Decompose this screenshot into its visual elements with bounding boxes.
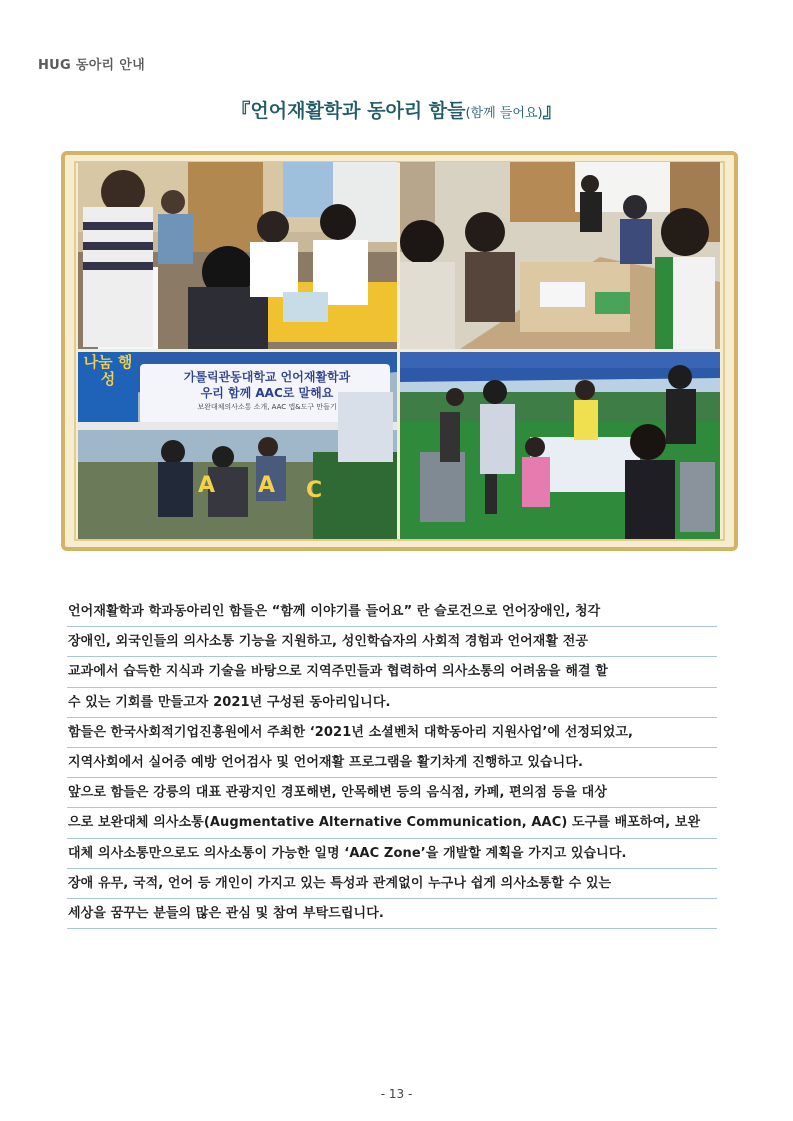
- title-end-bracket: 』: [542, 100, 562, 122]
- photo-outdoor-booth: [78, 352, 397, 539]
- photo-outdoor-festival: [400, 352, 720, 539]
- photo-indoor-consultation: [78, 162, 397, 349]
- body-line: 수 있는 기회를 만들고자 2021년 구성된 동아리입니다.: [67, 688, 717, 718]
- body-line: 대체 의사소통만으로도 의사소통이 가능한 일명 ‘AAC Zone’을 개발할 계획을 가지고 있습니다.: [67, 839, 717, 869]
- title-subtitle: (함께 들어요): [465, 106, 543, 121]
- body-line: 지역사회에서 실어증 예방 언어검사 및 언어재활 프로그램을 활기차게 진행하고 있습니다.: [67, 748, 717, 778]
- page-number: - 13 -: [380, 1087, 413, 1101]
- body-paragraph: [67, 597, 717, 929]
- banner-title: 가톨릭관동대학교 언어재활학과: [183, 370, 351, 384]
- body-line: 으로 보완대체 의사소통(Augmentative Alternative Communication, AAC) 도구를 배포하여, 보완: [67, 808, 717, 838]
- body-line: 함들은 한국사회적기업진흥원에서 주최한 ‘2021년 소셜벤처 대학동아리 지원사업’에 선정되었고,: [67, 718, 717, 748]
- body-line: 장애 유무, 국적, 언어 등 개인이 가지고 있는 특성과 관계없이 누구나 쉽게 의사소통할 수 있는: [67, 869, 717, 899]
- photo-classroom-table: [400, 162, 720, 349]
- banner-caption: 보완대체의사소통 소개, AAC 앱&도구 만들기: [197, 403, 337, 411]
- body-line: 교과에서 습득한 지식과 기술을 바탕으로 지역주민들과 협력하여 의사소통의 어려움을 해결 할: [67, 657, 717, 687]
- body-line: 장애인, 외국인들의 의사소통 기능을 지원하고, 성인학습자의 사회적 경험과 언어재활 전공: [67, 627, 717, 657]
- body-line: 앞으로 함들은 강릉의 대표 관광지인 경포해변, 안목해변 등의 음식점, 카페, 편의점 등을 대상: [67, 778, 717, 808]
- svg-text:A: A: [198, 473, 216, 498]
- page-title: [0, 96, 793, 123]
- section-header-label: HUG 동아리 안내: [38, 58, 145, 73]
- body-line: 언어재활학과 학과동아리인 함들은 “함께 이야기를 들어요” 란 슬로건으로 언어장애인, 청각: [67, 597, 717, 627]
- banner-slogan: 우리 함께 AAC로 말해요: [200, 386, 334, 400]
- svg-text:C: C: [306, 478, 323, 503]
- booth-side-sign: 나눔 행성: [83, 353, 133, 388]
- body-line: 세상을 꿈꾸는 분들의 많은 관심 및 참여 부탁드립니다.: [67, 899, 717, 929]
- title-main: 『언어재활학과 동아리 함들: [231, 100, 466, 122]
- svg-text:A: A: [258, 473, 276, 498]
